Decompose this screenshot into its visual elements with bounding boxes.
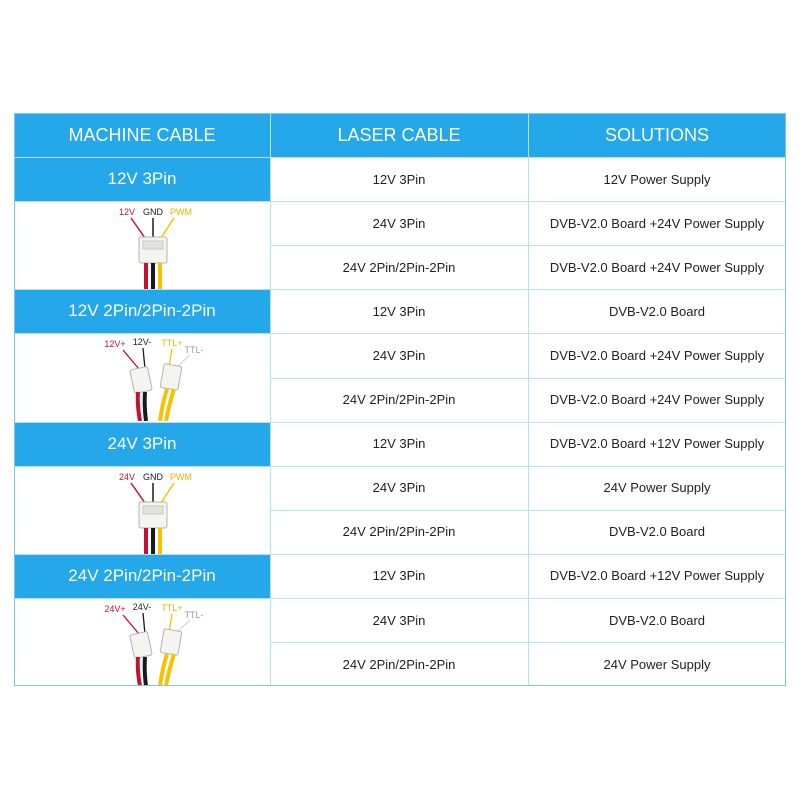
laser-cable-cell: 24V 3Pin xyxy=(270,598,528,642)
laser-cable-cell: 24V 3Pin xyxy=(270,333,528,377)
wire-label-gnd: GND xyxy=(143,207,163,218)
solution-cell: DVB-V2.0 Board +12V Power Supply xyxy=(528,422,786,466)
connector-housing xyxy=(160,629,182,656)
wire-label-power-positive: 24V+ xyxy=(104,604,126,615)
laser-cable-cell: 24V 2Pin/2Pin-2Pin xyxy=(270,510,528,554)
grid-line-horizontal xyxy=(14,422,786,423)
solution-cell: 24V Power Supply xyxy=(528,466,786,510)
wire-label-pwm: PWM xyxy=(170,471,192,482)
solution-cell: DVB-V2.0 Board xyxy=(528,598,786,642)
cable-wire xyxy=(138,657,140,686)
laser-cable-cell: 24V 3Pin xyxy=(270,201,528,245)
solution-cell: DVB-V2.0 Board xyxy=(528,510,786,554)
wire-lead xyxy=(143,613,145,634)
grid-line-vertical xyxy=(270,113,271,686)
cable-wire xyxy=(145,657,146,686)
compatibility-table xyxy=(14,113,786,686)
wire-label-pwm: PWM xyxy=(170,207,192,218)
wire-label-gnd: GND xyxy=(143,471,163,482)
solution-cell: DVB-V2.0 Board +24V Power Supply xyxy=(528,245,786,289)
laser-cable-cell: 12V 3Pin xyxy=(270,554,528,598)
laser-cable-cell: 24V 2Pin/2Pin-2Pin xyxy=(270,378,528,422)
laser-cable-cell: 24V 2Pin/2Pin-2Pin xyxy=(270,245,528,289)
machine-cable-cell: 12V 3Pin xyxy=(14,157,270,201)
three-pin-connector-icon xyxy=(14,466,270,554)
cable-wire xyxy=(138,392,140,421)
connector-illustration xyxy=(14,598,270,686)
header-solutions: SOLUTIONS xyxy=(528,113,786,157)
solution-cell: DVB-V2.0 Board +24V Power Supply xyxy=(528,333,786,377)
grid-line-horizontal xyxy=(14,554,786,555)
solution-cell: 24V Power Supply xyxy=(528,642,786,686)
wire-label-power: 24V xyxy=(118,471,136,482)
wire-label-ttl-positive: TTL+ xyxy=(161,338,183,349)
machine-cable-cell: 12V 2Pin/2Pin-2Pin xyxy=(14,289,270,333)
laser-cable-cell: 24V 3Pin xyxy=(270,466,528,510)
wire-label-ttl-positive: TTL+ xyxy=(161,603,183,614)
grid-line-horizontal xyxy=(14,333,270,334)
laser-cable-cell: 12V 3Pin xyxy=(270,157,528,201)
laser-cable-cell: 12V 3Pin xyxy=(270,422,528,466)
wire-label-power: 12V xyxy=(118,207,136,218)
connector-illustration xyxy=(14,201,270,289)
grid-line-vertical xyxy=(528,113,529,686)
wire-label-power-negative: 12V- xyxy=(132,337,152,348)
solution-cell: DVB-V2.0 Board +24V Power Supply xyxy=(528,378,786,422)
wire-lead xyxy=(143,348,145,369)
header-machine-cable: MACHINE CABLE xyxy=(14,113,270,157)
wire-lead xyxy=(123,615,139,634)
wire-label-ttl-negative: TTL- xyxy=(184,610,204,621)
laser-cable-cell: 12V 3Pin xyxy=(270,289,528,333)
connector-housing xyxy=(130,631,153,658)
three-pin-connector-icon xyxy=(14,201,270,289)
grid-line-horizontal xyxy=(14,289,786,290)
machine-cable-cell: 24V 2Pin/2Pin-2Pin xyxy=(14,554,270,598)
grid-line-horizontal xyxy=(14,201,270,202)
two-pin-pair-connector-icon xyxy=(14,598,270,686)
connector-latch xyxy=(143,241,163,249)
cable-wire xyxy=(145,392,146,421)
solution-cell: DVB-V2.0 Board xyxy=(528,289,786,333)
grid-line-horizontal xyxy=(14,466,270,467)
wire-lead xyxy=(177,355,190,367)
wire-lead xyxy=(131,218,145,238)
wire-lead xyxy=(161,483,174,503)
machine-cable-cell: 24V 3Pin xyxy=(14,422,270,466)
laser-cable-cell: 24V 2Pin/2Pin-2Pin xyxy=(270,642,528,686)
connector-housing xyxy=(130,367,153,394)
wire-lead xyxy=(161,218,174,238)
grid-line-horizontal xyxy=(14,157,786,158)
connector-latch xyxy=(143,506,163,514)
wire-lead xyxy=(123,350,139,369)
two-pin-pair-connector-icon xyxy=(14,333,270,421)
header-laser-cable: LASER CABLE xyxy=(270,113,528,157)
wire-lead xyxy=(177,620,190,632)
wire-lead xyxy=(131,483,145,503)
solution-cell: DVB-V2.0 Board +12V Power Supply xyxy=(528,554,786,598)
connector-illustration xyxy=(14,333,270,421)
solution-cell: DVB-V2.0 Board +24V Power Supply xyxy=(528,201,786,245)
connector-illustration xyxy=(14,466,270,554)
solution-cell: 12V Power Supply xyxy=(528,157,786,201)
wire-label-power-positive: 12V+ xyxy=(104,339,126,350)
grid-line-horizontal xyxy=(14,598,270,599)
wire-label-ttl-negative: TTL- xyxy=(184,345,204,356)
wire-label-power-negative: 24V- xyxy=(132,602,152,613)
connector-housing xyxy=(160,364,182,391)
